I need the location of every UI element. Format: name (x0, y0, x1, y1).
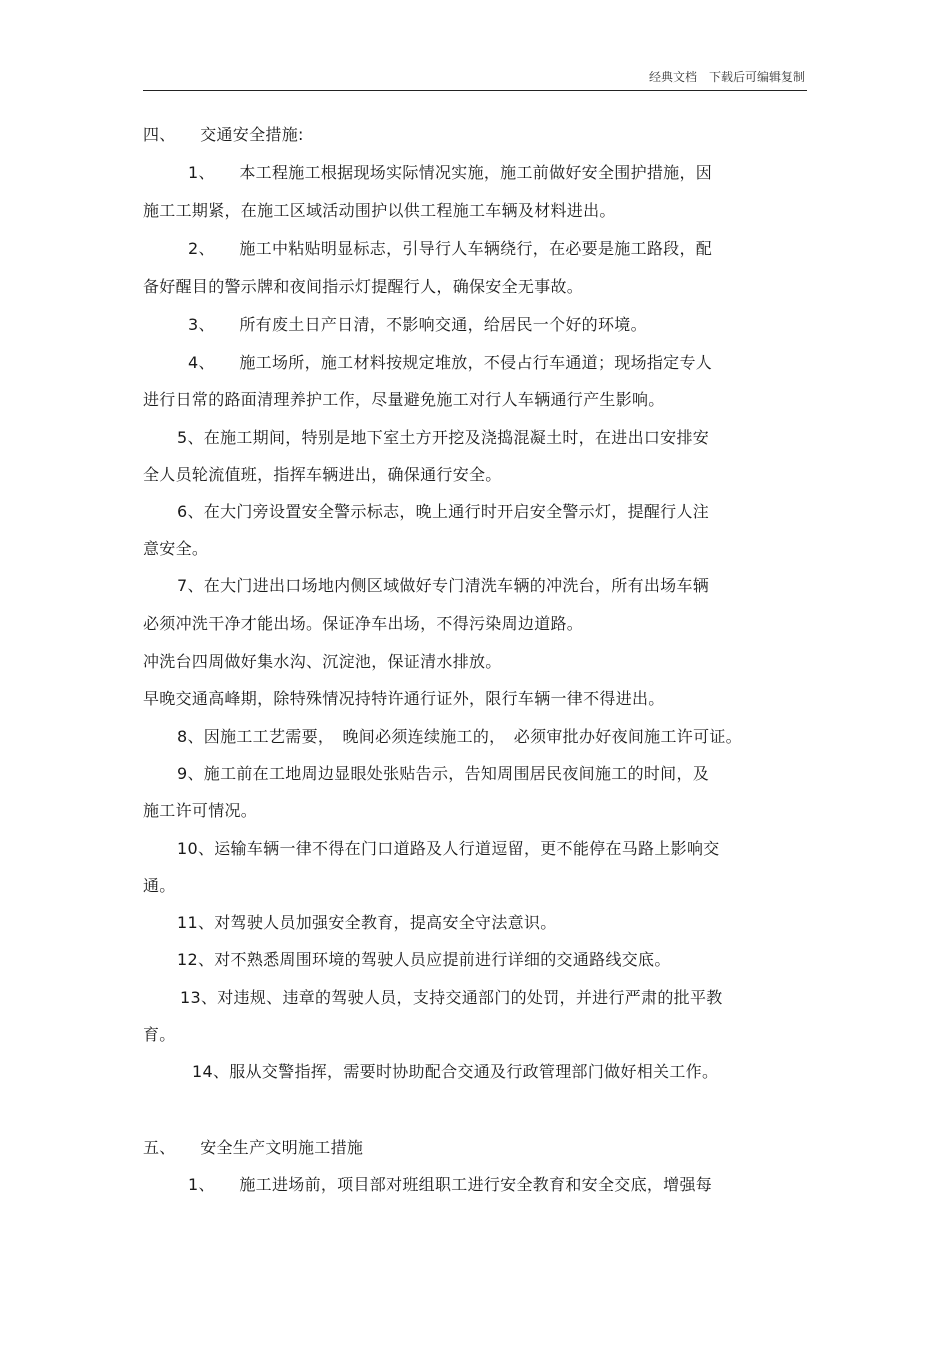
text-line: 8、因施工工艺需要， 晚间必须连续施工的， 必须审批办好夜间施工许可证。 (177, 727, 742, 746)
text-line: 13、对违规、违章的驾驶人员，支持交通部门的处罚，并进行严肃的批平教 (180, 988, 723, 1007)
text-line: 五、 安全生产文明施工措施 (143, 1138, 364, 1157)
text-line: 施工许可情况。 (143, 801, 258, 820)
text-line: 5、在施工期间，特别是地下室土方开挖及浇捣混凝土时，在进出口安排安 (177, 428, 710, 447)
text-line: 4、 施工场所，施工材料按规定堆放，不侵占行车通道；现场指定专人 (188, 353, 713, 372)
text-line: 备好醒目的警示牌和夜间指示灯提醒行人，确保安全无事故。 (143, 277, 584, 296)
text-line: 育。 (143, 1025, 176, 1044)
text-line: 四、 交通安全措施: (143, 125, 304, 144)
text-line: 2、 施工中粘贴明显标志，引导行人车辆绕行，在必要是施工路段，配 (188, 239, 713, 258)
text-line: 11、对驾驶人员加强安全教育，提高安全守法意识。 (177, 913, 557, 932)
text-line: 必须冲洗干净才能出场。保证净车出场，不得污染周边道路。 (143, 614, 584, 633)
text-line: 10、运输车辆一律不得在门口道路及人行道逗留，更不能停在马路上影响交 (177, 839, 720, 858)
text-line: 冲洗台四周做好集水沟、沉淀池，保证清水排放。 (143, 652, 502, 671)
page-header: 经典文档 下载后可编辑复制 (648, 70, 805, 84)
text-line: 通。 (143, 876, 176, 895)
text-line: 1、 本工程施工根据现场实际情况实施，施工前做好安全围护措施，因 (188, 163, 713, 182)
text-line: 施工工期紧，在施工区域活动围护以供工程施工车辆及材料进出。 (143, 201, 616, 220)
text-line: 6、在大门旁设置安全警示标志，晚上通行时开启安全警示灯，提醒行人注 (177, 502, 710, 521)
text-line: 14、服从交警指挥，需要时协助配合交通及行政管理部门做好相关工作。 (192, 1062, 719, 1081)
text-line: 9、施工前在工地周边显眼处张贴告示，告知周围居民夜间施工的时间，及 (177, 764, 710, 783)
text-line: 全人员轮流值班，指挥车辆进出，确保通行安全。 (143, 465, 502, 484)
text-line: 12、对不熟悉周围环境的驾驶人员应提前进行详细的交通路线交底。 (177, 950, 671, 969)
text-line: 3、 所有废土日产日清，不影响交通，给居民一个好的环境。 (188, 315, 647, 334)
text-line: 7、在大门进出口场地内侧区域做好专门清洗车辆的冲洗台，所有出场车辆 (177, 576, 710, 595)
text-line: 1、 施工进场前，项目部对班组职工进行安全教育和安全交底，增强每 (188, 1175, 713, 1194)
header-divider (143, 90, 807, 91)
text-line: 进行日常的路面清理养护工作，尽量避免施工对行人车辆通行产生影响。 (143, 390, 665, 409)
text-line: 早晚交通高峰期，除特殊情况持特许通行证外，限行车辆一律不得进出。 (143, 689, 665, 708)
text-line: 意安全。 (143, 539, 209, 558)
